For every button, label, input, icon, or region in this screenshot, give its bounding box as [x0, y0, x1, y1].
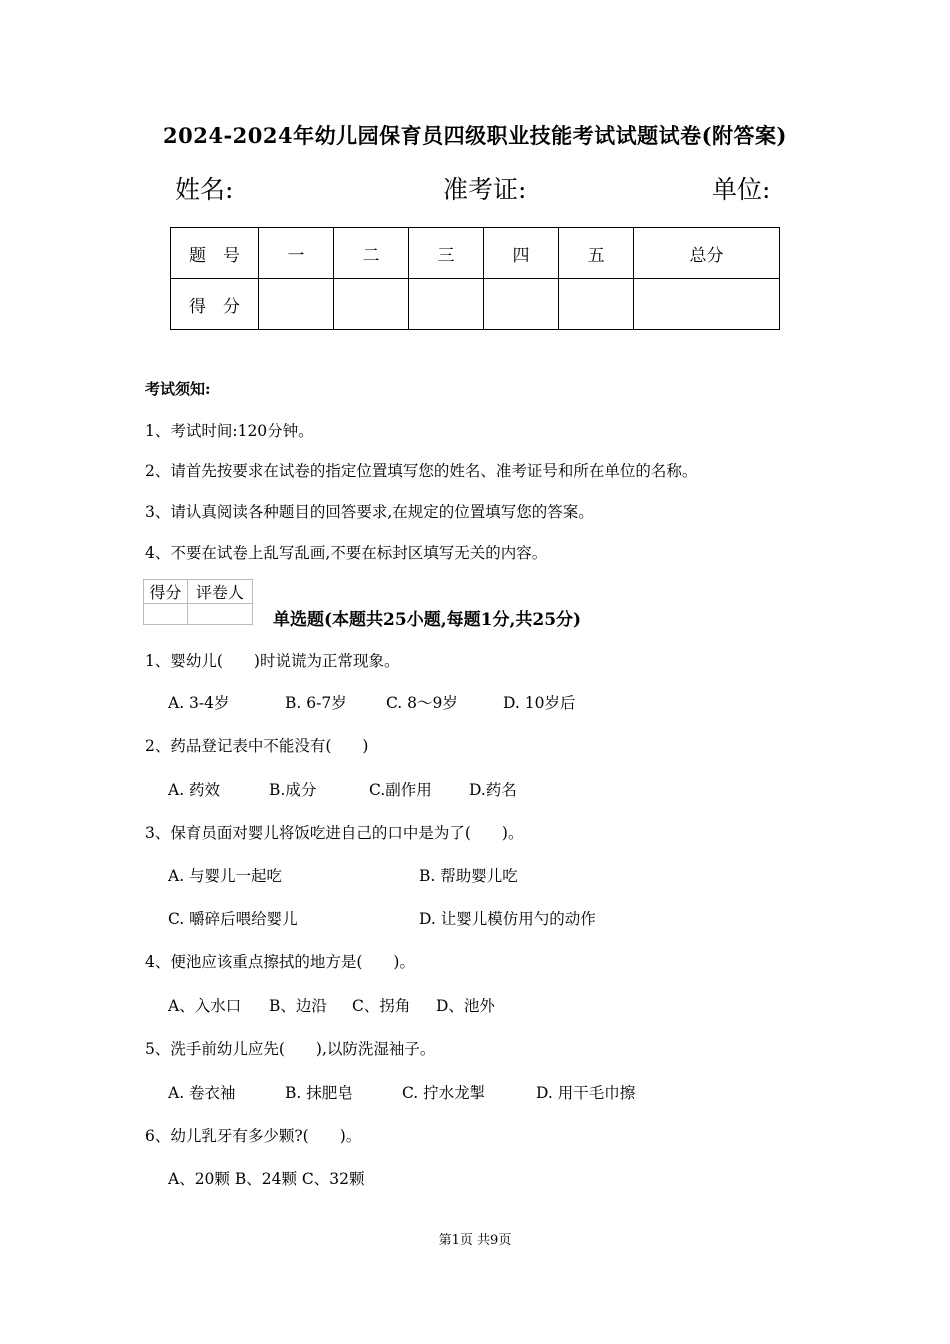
score-header-cell: 一 [259, 228, 334, 279]
score-header-cell: 三 [409, 228, 484, 279]
option: B、边沿 [269, 997, 327, 1015]
notice-item: 1、考试时间:120分钟。 [145, 422, 314, 440]
option: D. 用干毛巾擦 [536, 1084, 636, 1102]
name-field-label: 姓名: [175, 175, 234, 204]
grader-score-cell[interactable] [144, 604, 188, 625]
question-stem: 3、保育员面对婴儿将饭吃进自己的口中是为了( )。 [145, 824, 524, 842]
score-input-cell[interactable] [334, 279, 409, 330]
option: D、池外 [436, 997, 495, 1015]
score-input-cell[interactable] [259, 279, 334, 330]
score-table [170, 227, 780, 330]
notice-item: 4、不要在试卷上乱写乱画,不要在标封区填写无关的内容。 [145, 544, 548, 562]
option: A. 3-4岁 [168, 694, 230, 712]
unit-field-label: 单位: [712, 175, 771, 204]
option: B. 抹肥皂 [285, 1084, 353, 1102]
option: C. 嚼碎后喂给婴儿 [168, 910, 298, 928]
score-table-header-row [171, 228, 780, 279]
grader-score-label: 得分 [144, 580, 188, 604]
option: B.成分 [269, 781, 317, 799]
score-input-cell[interactable] [634, 279, 780, 330]
grader-name-cell[interactable] [187, 604, 252, 625]
score-table-score-row [171, 279, 780, 330]
section-title: 单选题(本题共25小题,每题1分,共25分) [273, 610, 582, 630]
score-header-cell: 总分 [634, 228, 780, 279]
notice-item: 3、请认真阅读各种题目的回答要求,在规定的位置填写您的答案。 [145, 503, 594, 521]
notice-item: 2、请首先按要求在试卷的指定位置填写您的姓名、准考证号和所在单位的名称。 [145, 462, 698, 480]
grader-name-label: 评卷人 [187, 580, 252, 604]
question-stem: 1、婴幼儿( )时说谎为正常现象。 [145, 652, 400, 670]
option: C. 8～9岁 [386, 694, 458, 712]
option: A. 卷衣袖 [168, 1084, 236, 1102]
notice-heading: 考试须知: [145, 380, 211, 398]
option: A、入水口 [168, 997, 242, 1015]
page-title: 2024-2024年幼儿园保育员四级职业技能考试试题试卷(附答案) [163, 123, 787, 148]
question-stem: 2、药品登记表中不能没有( ) [145, 737, 369, 755]
score-header-cell: 四 [484, 228, 559, 279]
option: D. 10岁后 [503, 694, 576, 712]
option: B. 帮助婴儿吃 [419, 867, 518, 885]
option: A. 与婴儿一起吃 [168, 867, 283, 885]
score-input-cell[interactable] [559, 279, 634, 330]
exam-id-field-label: 准考证: [443, 175, 527, 204]
option: C. 拧水龙掣 [402, 1084, 486, 1102]
question-stem: 5、洗手前幼儿应先( ),以防洗湿袖子。 [145, 1040, 436, 1058]
option: D. 让婴儿模仿用勺的动作 [419, 910, 596, 928]
option: C.副作用 [369, 781, 432, 799]
score-header-cell: 题 号 [171, 228, 259, 279]
option: B. 6-7岁 [285, 694, 347, 712]
score-input-cell[interactable] [409, 279, 484, 330]
question-stem: 6、幼儿乳牙有多少颗?( )。 [145, 1127, 362, 1145]
page-number: 第1页 共9页 [438, 1233, 512, 1248]
question-stem: 4、便池应该重点擦拭的地方是( )。 [145, 953, 415, 971]
score-header-cell: 五 [559, 228, 634, 279]
option-line: A、20颗 B、24颗 C、32颗 [168, 1170, 365, 1188]
option: D.药名 [469, 781, 517, 799]
score-input-cell[interactable] [484, 279, 559, 330]
option: C、拐角 [352, 997, 411, 1015]
grader-box [143, 579, 253, 625]
score-header-cell: 二 [334, 228, 409, 279]
score-row-label: 得 分 [171, 279, 259, 330]
option: A. 药效 [168, 781, 221, 799]
